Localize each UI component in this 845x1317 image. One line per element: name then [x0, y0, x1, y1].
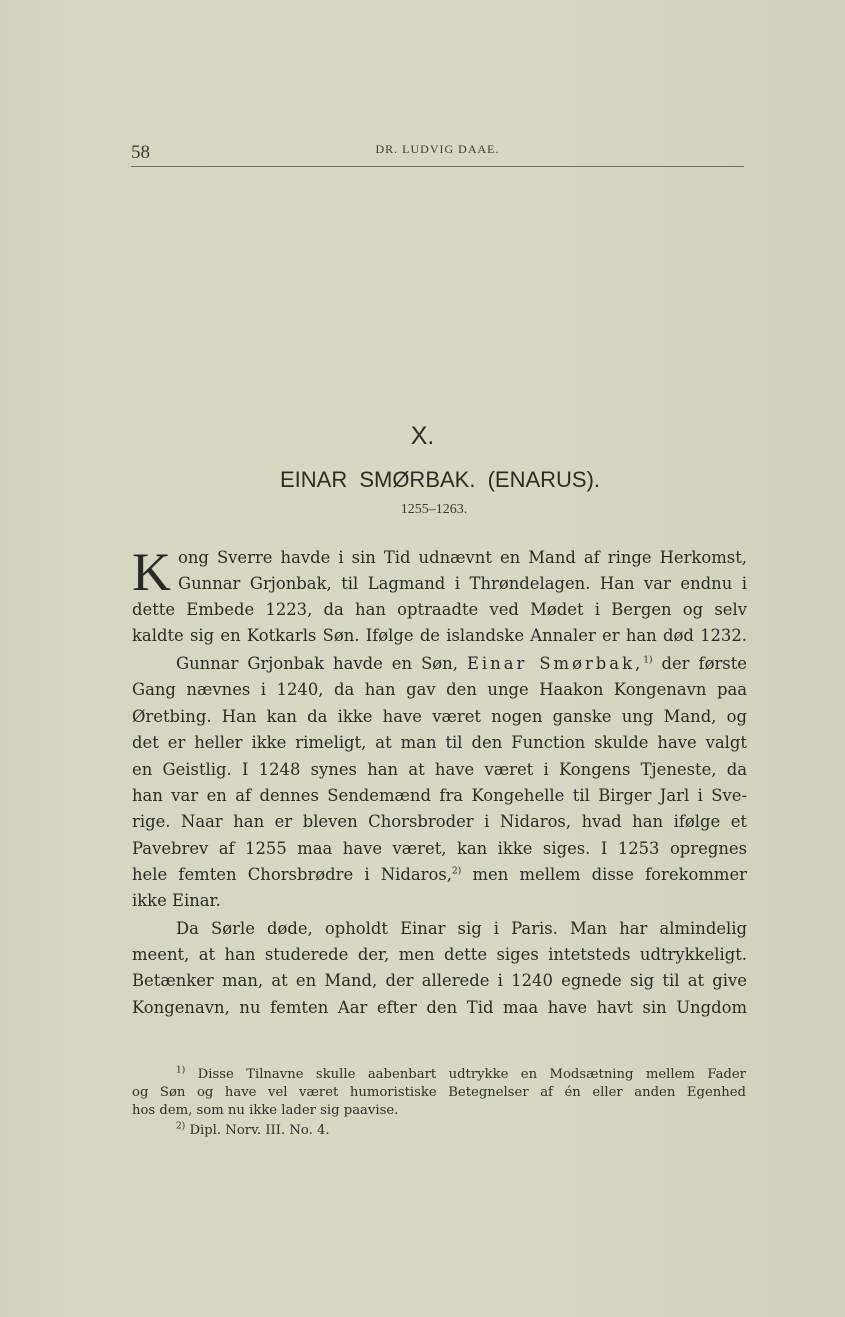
footnote-mark-1: 1): [176, 1065, 186, 1076]
text-line: dette Embede 1223, da han optraadte ved Mødet i Bergen og selv: [132, 600, 747, 619]
page-number: 58: [131, 142, 150, 163]
text-line: hele femten Chorsbrødre i Nidaros,$^{2)}$ men mellem disse forekommer: [132, 865, 747, 884]
footnote-line: $^{2)}$ Dipl. Norv. III. No. 4.: [176, 1121, 330, 1138]
text-line: Da Sørle døde, opholdt Einar sig i Paris. Man har almindelig: [176, 919, 747, 938]
person-name-einar: Einar Smørbak,: [466, 654, 644, 673]
text-line: kaldte sig en Kotkarls Søn. Ifølge de islandske Annaler er han død 1232.: [132, 626, 747, 645]
running-head: [131, 140, 744, 167]
footnote-line: og Søn og have vel været humoristiske Betegnelser af én eller anden Egenhed: [132, 1085, 746, 1100]
text-line: Øretbing. Han kan da ikke have været nogen ganske ung Mand, og: [132, 707, 747, 726]
text-line: Gunnar Grjonbak, til Lagmand i Thrøndelagen. Han var endnu i: [178, 574, 747, 593]
footnote-mark-2: 2): [176, 1121, 186, 1132]
chapter-title: EINAR SMØRBAK. (ENARUS).: [279, 467, 601, 492]
text-line: Pavebrev af 1255 maa have været, kan ikke siges. I 1253 opregnes: [132, 839, 747, 858]
chapter-number: X.: [410, 422, 435, 450]
drop-cap: K: [132, 542, 171, 602]
text-line: rige. Naar han er bleven Chorsbroder i Nidaros, hvad han ifølge et: [132, 812, 747, 831]
running-title: DR. LUDVIG DAAE.: [375, 142, 500, 156]
text-line: meent, at han studerede der, men dette siges intetsteds udtrykkeligt.: [132, 945, 747, 964]
footnote-ref-1: 1): [643, 655, 653, 666]
footnote-line: hos dem, som nu ikke lader sig paavise.: [132, 1103, 399, 1118]
footnote-ref-2: 2): [452, 866, 462, 877]
text-line: en Geistlig. I 1248 synes han at have været i Kongens Tjeneste, da: [132, 760, 747, 779]
text-line: Kongenavn, nu femten Aar efter den Tid maa have havt sin Ungdom: [132, 998, 747, 1017]
text-line: ikke Einar.: [132, 891, 221, 910]
text-line: ong Sverre havde i sin Tid udnævnt en Mand af ringe Herkomst,: [178, 548, 747, 567]
footnote-line: $^{1)}$ Disse Tilnavne skulle aabenbart udtrykke en Modsætning mellem Fader: [176, 1065, 746, 1082]
text-line: Gunnar Grjonbak havde en Søn, Einar Smørbak,$^{1)}$ der første: [176, 654, 747, 673]
text-line: det er heller ikke rimeligt, at man til den Function skulde have valgt: [132, 733, 747, 752]
chapter-dates: 1255–1263.: [400, 502, 468, 517]
text-line: han var en af dennes Sendemænd fra Kongehelle til Birger Jarl i Sve-: [132, 786, 747, 805]
text-line: Betænker man, at en Mand, der allerede i 1240 egnede sig til at give: [132, 971, 747, 990]
text-line: Gang nævnes i 1240, da han gav den unge Haakon Kongenavn paa: [132, 680, 747, 699]
